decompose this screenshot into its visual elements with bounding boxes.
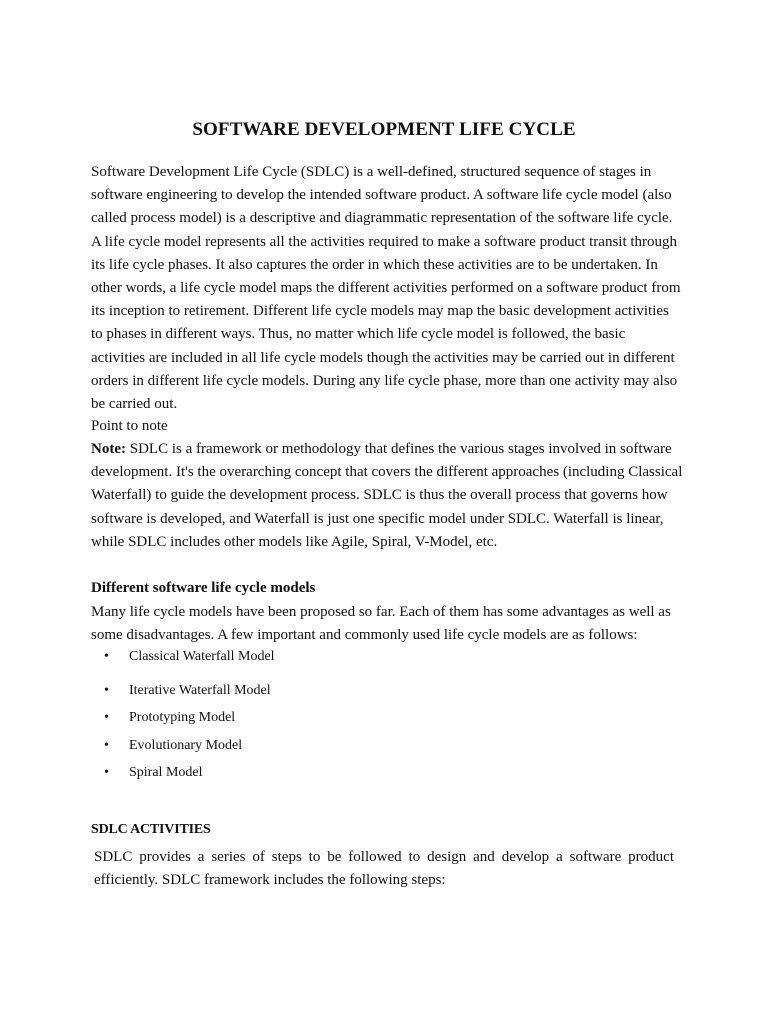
note-line: software is developed, and Waterfall is just one specific model under SDLC. Waterfall is linear, (91, 510, 664, 527)
intro-line: A life cycle model represents all the activities required to make a software product transit through (91, 233, 678, 250)
list-item-text: Iterative Waterfall Model (129, 683, 271, 698)
bullet-icon: • (104, 765, 109, 780)
bullet-icon: • (104, 649, 109, 664)
list-item-text: Evolutionary Model (129, 738, 243, 753)
bullet-icon: • (104, 683, 109, 698)
models-intro-line: some disadvantages. A few important and commonly used life cycle models are as follows: (91, 627, 638, 644)
activities-heading: SDLC ACTIVITIES (91, 822, 211, 837)
note-line: Waterfall) to guide the development process. SDLC is thus the overall process that governs how (91, 487, 668, 504)
intro-line: other words, a life cycle model maps the different activities performed on a software product from (91, 280, 681, 297)
intro-line: software engineering to develop the intended software product. A software life cycle model (also (91, 187, 672, 204)
intro-line: be carried out. (91, 396, 178, 413)
note-line (91, 438, 684, 461)
list-item-text: Spiral Model (129, 765, 203, 780)
models-intro-line: Many life cycle models have been proposed so far. Each of them has some advantages as well as (91, 604, 671, 620)
note-line-text: SDLC is a framework or methodology that defines the various stages involved in software (125, 441, 672, 457)
activities-paragraph (94, 846, 674, 892)
intro-line: called process model) is a descriptive and diagrammatic representation of the software life cycle. (91, 210, 673, 227)
note-line: development. It's the overarching concept that covers the different approaches (including Classical (91, 464, 683, 481)
intro-line: its inception to retirement. Different life cycle models may map the basic development activities (91, 303, 669, 320)
note-line: while SDLC includes other models like Agile, Spiral, V-Model, etc. (91, 533, 498, 550)
bullet-icon: • (104, 738, 109, 753)
intro-line: Software Development Life Cycle (SDLC) is a well-defined, structured sequence of stages in (91, 164, 652, 180)
activities-text: SDLC provides a series of steps to be followed to design and develop a software product (94, 849, 674, 865)
list-item-text: Prototyping Model (129, 710, 236, 725)
models-heading: Different software life cycle models (91, 580, 316, 596)
intro-line: activities are included in all life cycle models though the activities may be carried out in different (91, 349, 675, 366)
bullet-icon: • (104, 710, 109, 725)
intro-line: its life cycle phases. It also captures the order in which these activities are to be undertaken. In (91, 256, 658, 273)
activities-text: efficiently. SDLC framework includes the following steps: (94, 872, 446, 889)
intro-line: orders in different life cycle models. During any life cycle phase, more than one activity may also (91, 372, 678, 389)
models-intro-paragraph (91, 601, 684, 647)
note-label: Note: (91, 441, 126, 457)
note-paragraph (91, 438, 684, 554)
intro-line: to phases in different ways. Thus, no matter which life cycle model is followed, the basic (91, 326, 626, 343)
list-item-text: Classical Waterfall Model (129, 649, 275, 664)
point-to-note: Point to note (91, 418, 168, 434)
page-title: SOFTWARE DEVELOPMENT LIFE CYCLE (192, 119, 576, 140)
intro-paragraph (91, 161, 684, 416)
